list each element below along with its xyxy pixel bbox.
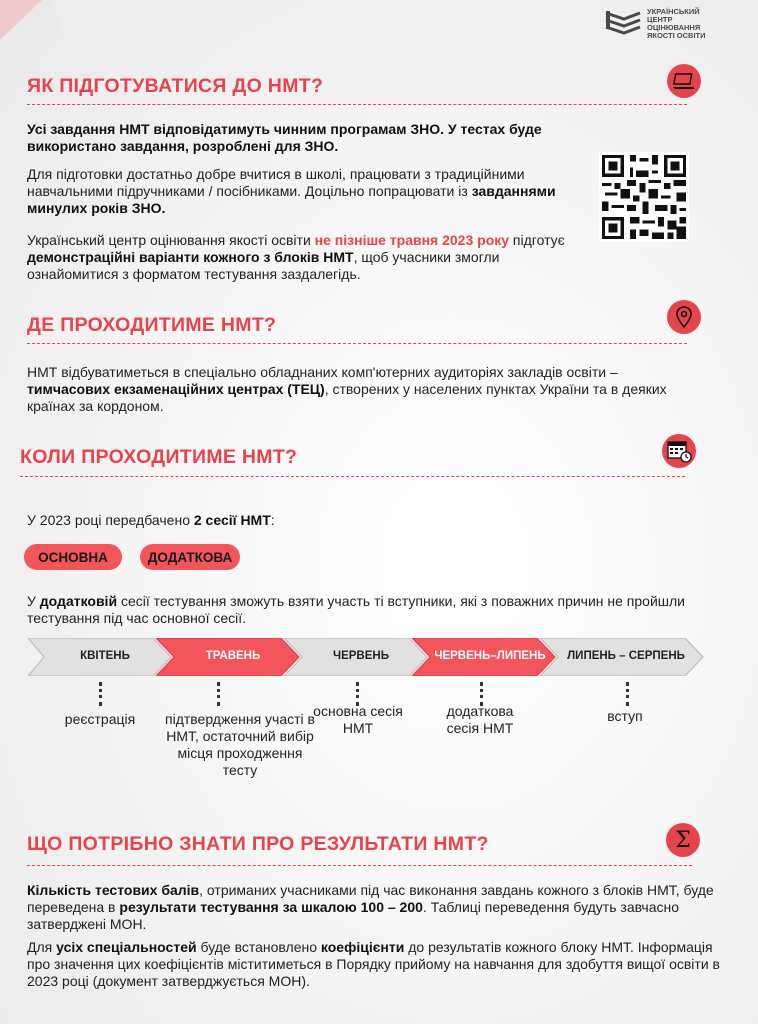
dashed-divider	[27, 104, 687, 105]
section-results-header	[0, 823, 758, 873]
additional-session-note: У додатковій сесії тестування зможуть взяти участь ті вступники, які з поважних причин не пройшли тестування під час основної сесії.	[27, 593, 686, 626]
prepare-paragraph-3: Український центр оцінювання якості освіти не пізніше травня 2023 року підготує демонстраційні варіанти кожного з блоків НМТ, щоб учасники змогли ознайомитися з форматом тестування заздалегідь.	[27, 232, 565, 282]
sigma-icon: Σ	[666, 823, 700, 857]
timeline-label: КВІТЕНЬ	[80, 650, 130, 662]
timeline-desc: основна сесія НМТ	[313, 703, 403, 736]
section-when-header	[0, 436, 758, 486]
results-paragraph-1: Кількість тестових балів, отриманих учасниками під час виконання завдань кожного з блоків НМТ, буде переведена в результати тестування за шкалою 100 – 200. Таблиці переведення будуть завчасно затверджені МОН.	[27, 882, 714, 932]
timeline-connector	[217, 682, 221, 706]
qr-code[interactable]	[599, 152, 689, 242]
sessions-intro: У 2023 році передбачено 2 сесії НМТ:	[27, 512, 275, 528]
section-prepare-header	[0, 68, 758, 118]
timeline-desc: реєстрація	[64, 711, 136, 727]
ucequa-logo	[604, 8, 727, 40]
pill-main-session: ОСНОВНА	[24, 544, 122, 570]
corner-decoration	[0, 0, 110, 70]
timeline-label: ЛИПЕНЬ – СЕРПЕНЬ	[567, 650, 685, 662]
dashed-divider	[27, 865, 692, 866]
section-where-header	[0, 306, 758, 356]
timeline-connector	[99, 682, 103, 706]
section-title: ДЕ ПРОХОДИТИМЕ НМТ?	[27, 314, 277, 336]
prepare-intro: Усі завдання НМТ відповідатимуть чинним програмам ЗНО. У тестах буде використано завдання, розроблені для ЗНО.	[27, 121, 542, 154]
timeline-label: ТРАВЕНЬ	[205, 650, 261, 662]
dashed-divider	[20, 476, 685, 477]
section-title: КОЛИ ПРОХОДИТИМЕ НМТ?	[20, 446, 298, 468]
dashed-divider	[27, 343, 687, 344]
section-title: ЯК ПІДГОТУВАТИСЯ ДО НМТ?	[27, 75, 324, 97]
logo-text: УКРАЇНСЬКИЙ ЦЕНТР ОЦІНЮВАННЯ ЯКОСТІ ОСВІТИ	[647, 7, 706, 40]
pill-additional-session: ДОДАТКОВА	[140, 544, 240, 570]
ucequa-logo-icon	[604, 9, 642, 39]
timeline-label: ЧЕРВЕНЬ	[333, 650, 389, 662]
location-pin-icon	[667, 300, 701, 334]
laptop-icon	[667, 64, 701, 98]
timeline-desc: вступ	[607, 708, 643, 724]
timeline-label: ЧЕРВЕНЬ–ЛИПЕНЬ	[434, 650, 546, 662]
section-title: ЩО ПОТРІБНО ЗНАТИ ПРО РЕЗУЛЬТАТИ НМТ?	[27, 833, 489, 855]
results-paragraph-2: Для усіх спеціальностей буде встановлено коефіцієнти до результатів кожного блоку НМТ. Інформація про значення цих коефіцієнтів міститиметься в Порядку прийому на навчання для здобуття вищої освіти в 2023 році (документ затверджується МОН).	[27, 939, 720, 989]
timeline	[28, 638, 708, 676]
prepare-paragraph-2: Для підготовки достатньо добре вчитися в школі, працювати з традиційними навчальними підручниками / посібниками. Доцільно попрацювати із завданнями минулих років ЗНО.	[27, 166, 556, 216]
timeline-desc: підтвердження участі в НМТ, остаточний вибір місця проходження тесту	[165, 711, 315, 778]
where-paragraph: НМТ відбуватиметься в спеціально обладнаних комп'ютерних аудиторіях закладів освіти – тимчасових екзаменаційних центрах (ТЕЦ), створених у населених пунктах України та в деяких країнах за кордоном.	[27, 364, 667, 414]
calendar-icon	[662, 434, 696, 468]
timeline-desc: додаткова сесія НМТ	[446, 703, 514, 736]
timeline-connector	[626, 682, 630, 706]
